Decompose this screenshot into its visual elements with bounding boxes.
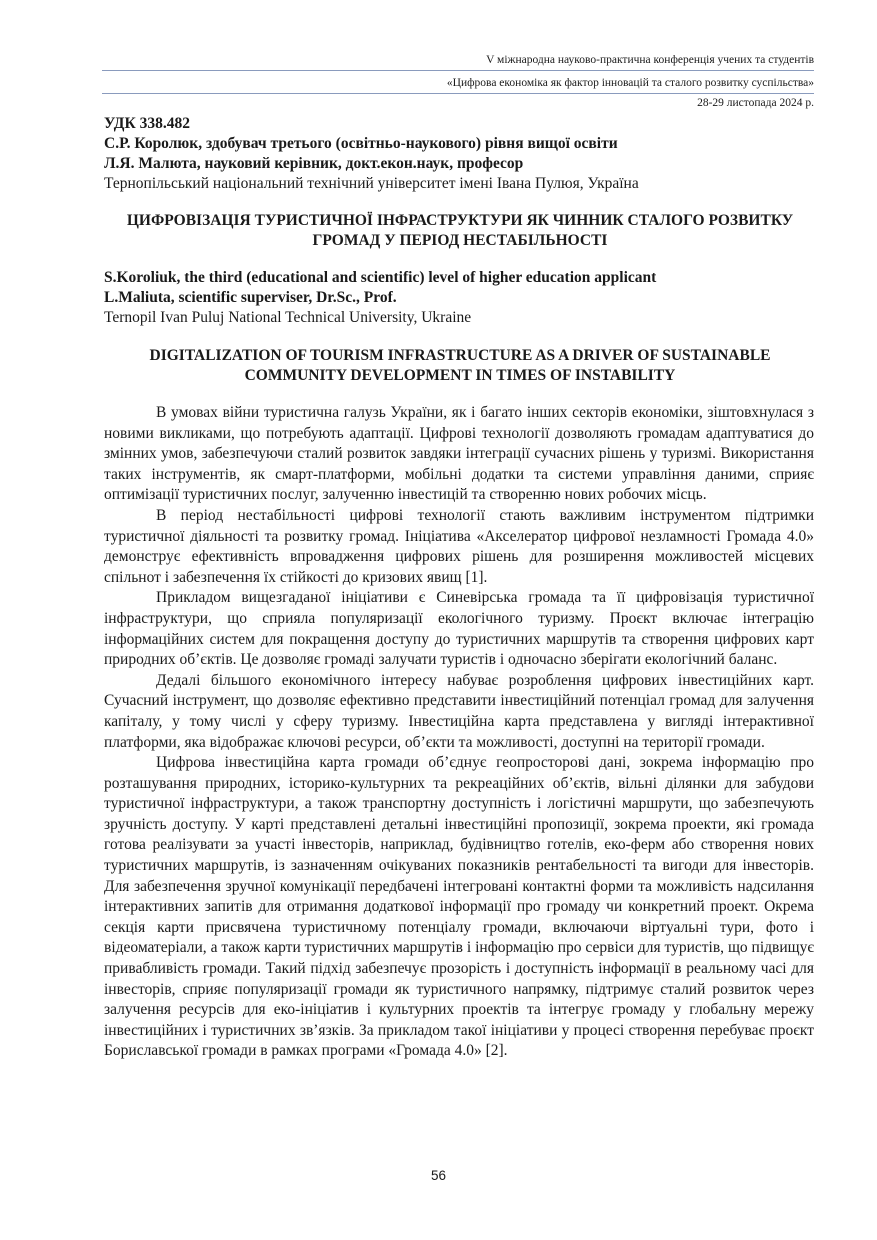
- author-ua-2: Л.Я. Малюта, науковий керівник, докт.екон.наук, професор: [104, 155, 524, 172]
- paper-title-ua: ЦИФРОВІЗАЦІЯ ТУРИСТИЧНОЇ ІНФРАСТРУКТУРИ ЯК ЧИННИК СТАЛОГО РОЗВИТКУ ГРОМАД У ПЕРІОД НЕСТАБІЛЬНОСТІ: [126, 212, 794, 249]
- body-paragraph: В умовах війни туристична галузь України, як і багато інших секторів економіки, зіштовхнулася з новими викликами, що потребують адаптації. Цифрові технології дозволяють громадам адаптуватися до змінних умов, забезпечуючи сталий розвиток завдяки інтеграції сучасних рішень у туризмі. Використання таких інструментів, як смарт-платформи, мобільні додатки та системи управління даними, сприяє оптимізації туристичних послуг, залученню інвестицій та створенню нових робочих місць.: [104, 404, 814, 504]
- running-header-date: 28-29 листопада 2024 р.: [697, 97, 814, 109]
- body-paragraph: Цифрова інвестиційна карта громади об’єднує геопросторові дані, зокрема інформацію про розташування природних, історико-культурних та рекреаційних об’єктів, вільні ділянки для забудови туристичної інфраструктури, а також транспортну доступність і логістичні маршрути, що забезпечують зручність доступу. У карті представлені детальні інвестиційні пропозиції, зокрема проекти, які громада готова реалізувати за участі інвесторів, наприклад, будівництво готелів, еко-ферм або створення нових туристичних маршрутів, із зазначенням очікуваних показників рентабельності та вигоди для інвесторів. Для забезпечення зручної комунікації передбачені інтегровані контактні форми та можливість надсилання інтерактивних запитів для отримання додаткової інформації про громаду чи конкретний проект. Окрема секція карти присвячена туристичному потенціалу громади, включаючи віртуальні тури, фото і відеоматеріали, а також карти туристичних маршрутів і інформацію про сервіси для туристів, що підвищує привабливість громади. Такий підхід забезпечує прозорість і доступність інформації в реальному часі для інвесторів, сприяє популяризації громади як туристичного напрямку, підтримує сталий розвиток через залучення ресурсів для еко-ініціатив і культурних проектів та інтегрує громаду у глобальну мережу інвестиційних і туристичних зв’язків. За прикладом такої ініціативи у процесі створення перебуває проєкт Бориславської громади в рамках програми «Громада 4.0» [2].: [104, 754, 814, 1060]
- body-paragraph: Дедалі більшого економічного інтересу набуває розроблення цифрових інвестиційних карт. Сучасний інструмент, що дозволяє ефективно представити інвестиційний потенціал громад для залучення капіталу, у тому числі у сферу туризму. Інвестиційна карта представлена у вигляді інтерактивної платформи, яка відображає ключові ресурси, об’єкти та можливості, доступні на території громади.: [104, 671, 814, 751]
- page-number: 56: [430, 1168, 447, 1183]
- author-en-2: L.Maliuta, scientific superviser, Dr.Sc., Prof.: [104, 289, 397, 306]
- header-rule: [102, 70, 814, 71]
- body-text: [104, 403, 814, 1062]
- affiliation-en: Ternopil Ivan Puluj National Technical University, Ukraine: [104, 309, 472, 326]
- running-header-theme: «Цифрова економіка як фактор інновацій та сталого розвитку суспільства»: [446, 77, 814, 89]
- paper-title-en: DIGITALIZATION OF TOURISM INFRASTRUCTURE AS A DRIVER OF SUSTAINABLE COMMUNITY DEVELOPMENT IN TIMES OF INSTABILITY: [149, 347, 771, 384]
- running-header-conference: V міжнародна науково-практична конференція учених та студентів: [486, 54, 814, 66]
- header-rule: [102, 93, 814, 94]
- author-ua-1: С.Р. Королюк, здобувач третього (освітньо-наукового) рівня вищої освіти: [104, 135, 618, 152]
- affiliation-ua: Тернопільський національний технічний університет імені Івана Пулюя, Україна: [104, 175, 639, 192]
- udk-code: УДК 338.482: [104, 115, 190, 132]
- author-en-1: S.Koroliuk, the third (educational and scientific) level of higher education applicant: [104, 269, 657, 286]
- body-paragraph: В період нестабільності цифрові технології стають важливим інструментом підтримки туристичної діяльності та розвитку громад. Ініціатива «Акселератор цифрової незламності Громада 4.0» демонструє ефективність впровадження цифрових рішень для розширення можливостей місцевих спільнот і забезпечення їх стійкості до кризових явищ [1].: [104, 506, 814, 586]
- body-paragraph: Прикладом вищезгаданої ініціативи є Синевірська громада та її цифровізація туристичної інфраструктури, що сприяла популяризації екологічного туризму. Проєкт включає інтеграцію інформаційних систем для покращення доступу до туристичних маршрутів та створення цифрових карт природних об’єктів. Це дозволяє громаді залучати туристів і одночасно зберігати екологічний баланс.: [104, 589, 814, 669]
